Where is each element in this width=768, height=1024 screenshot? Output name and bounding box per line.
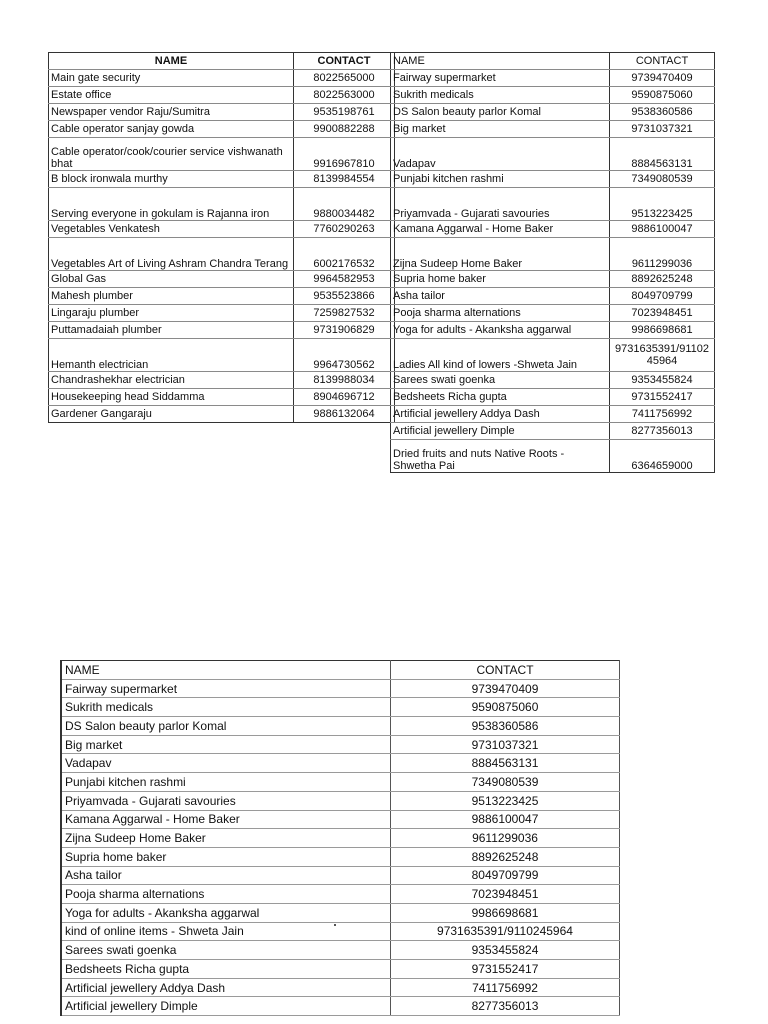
name-cell: Sarees swati goenka [61,941,391,960]
contact-cell: 7349080539 [391,773,620,792]
name-cell: Dried fruits and nuts Native Roots - Shwetha Pai [391,440,610,473]
name-cell: Punjabi kitchen rashmi [61,773,391,792]
table-row [61,978,620,997]
table-row [49,188,395,221]
table-header-row [61,661,620,680]
table-row [49,121,395,138]
table-row [61,754,620,773]
contacts-table-right [390,52,715,473]
table-row [391,372,715,389]
contact-cell: 9731037321 [610,121,715,138]
name-cell: Global Gas [49,271,294,288]
name-cell: Bedsheets Richa gupta [61,960,391,979]
table-row [391,70,715,87]
name-cell: Supria home baker [391,271,610,288]
contact-cell: 8022563000 [294,87,395,104]
table-row [49,87,395,104]
contact-cell: 9731635391/91102 45964 [610,339,715,372]
table-row [49,104,395,121]
contact-cell: 9886100047 [610,221,715,238]
table-row [61,960,620,979]
contact-cell: 8904696712 [294,389,395,406]
contact-cell: 8277356013 [391,997,620,1016]
contact-cell: 9886132064 [294,406,395,423]
table-row [391,104,715,121]
table-row [49,221,395,238]
name-cell: DS Salon beauty parlor Komal [391,104,610,121]
table-header-row [391,53,715,70]
table-row [49,322,395,339]
contact-cell: 9880034482 [294,188,395,221]
table-row [61,735,620,754]
table-row [49,288,395,305]
contact-cell: 7411756992 [610,406,715,423]
contact-cell: 9900882288 [294,121,395,138]
contact-cell: 9353455824 [391,941,620,960]
contact-cell: 9611299036 [391,829,620,848]
contact-cell: 9513223425 [610,188,715,221]
contact-cell: 9535523866 [294,288,395,305]
name-cell: Kamana Aggarwal - Home Baker [391,221,610,238]
name-cell: Ladies All kind of lowers -Shweta Jain [391,339,610,372]
table-row [391,171,715,188]
name-cell: Artificial jewellery Addya Dash [61,978,391,997]
name-cell: Artificial jewellery Dimple [391,423,610,440]
table-row [49,238,395,271]
name-cell: Priyamvada - Gujarati savouries [61,791,391,810]
table-row [61,698,620,717]
name-cell: Housekeeping head Siddamma [49,389,294,406]
name-cell: Mahesh plumber [49,288,294,305]
table-row [61,679,620,698]
table-row [61,773,620,792]
name-cell: Asha tailor [391,288,610,305]
table-row [49,372,395,389]
contact-cell: 7023948451 [391,885,620,904]
name-column-header: NAME [61,661,391,680]
table-row [61,791,620,810]
contact-cell: 9731037321 [391,735,620,754]
table-row [61,810,620,829]
name-column-header: NAME [49,53,294,70]
table-row [391,322,715,339]
name-cell: Kamana Aggarwal - Home Baker [61,810,391,829]
contacts-table-left [48,52,395,423]
table-row [61,885,620,904]
name-cell: Artificial jewellery Dimple [61,997,391,1016]
table-row [391,87,715,104]
table-row [391,440,715,473]
table-row [49,138,395,171]
name-cell: Gardener Gangaraju [49,406,294,423]
name-cell: Artificial jewellery Addya Dash [391,406,610,423]
contact-cell: 8277356013 [610,423,715,440]
contact-cell: 9986698681 [391,903,620,922]
name-cell: Sukrith medicals [391,87,610,104]
name-cell: DS Salon beauty parlor Komal [61,717,391,736]
table-row [61,997,620,1016]
name-cell: Puttamadaiah plumber [49,322,294,339]
table-header-row [49,53,395,70]
table-row [61,941,620,960]
contact-cell: 7411756992 [391,978,620,997]
contact-cell: 9590875060 [391,698,620,717]
stray-mark [334,924,336,926]
table-row [49,271,395,288]
contact-cell: 8049709799 [391,866,620,885]
name-cell: kind of online items - Shweta Jain [61,922,391,941]
name-cell: Cable operator sanjay gowda [49,121,294,138]
table-row [61,922,620,941]
table-row [391,271,715,288]
name-cell: Big market [61,735,391,754]
contact-cell: 6364659000 [610,440,715,473]
name-cell: Vegetables Art of Living Ashram Chandra Terang [49,238,294,271]
table-row [49,339,395,372]
contact-cell: 9535198761 [294,104,395,121]
name-cell: Chandrashekhar electrician [49,372,294,389]
name-cell: Hemanth electrician [49,339,294,372]
name-column-header: NAME [391,53,610,70]
name-cell: Fairway supermarket [391,70,610,87]
name-cell: Estate office [49,87,294,104]
name-cell: Lingaraju plumber [49,305,294,322]
name-cell: Serving everyone in gokulam is Rajanna iron [49,188,294,221]
table-row [391,221,715,238]
contact-cell: 9731552417 [610,389,715,406]
name-cell: Vadapav [61,754,391,773]
name-cell: Sukrith medicals [61,698,391,717]
table-row [49,406,395,423]
contact-column-header: CONTACT [294,53,395,70]
table-row [61,717,620,736]
contact-cell: 8139984554 [294,171,395,188]
contact-cell: 9538360586 [391,717,620,736]
contact-cell: 9886100047 [391,810,620,829]
table-row [49,389,395,406]
table-row [391,138,715,171]
table-row [49,70,395,87]
contact-cell: 8892625248 [391,847,620,866]
name-cell: Supria home baker [61,847,391,866]
contact-cell: 9513223425 [391,791,620,810]
contact-cell: 9986698681 [610,322,715,339]
name-cell: Pooja sharma alternations [61,885,391,904]
contact-cell: 8049709799 [610,288,715,305]
name-cell: Priyamvada - Gujarati savouries [391,188,610,221]
contact-cell: 7760290263 [294,221,395,238]
contact-cell: 7259827532 [294,305,395,322]
table-row [391,188,715,221]
contact-cell: 9916967810 [294,138,395,171]
contact-cell: 9739470409 [391,679,620,698]
contact-cell: 8139988034 [294,372,395,389]
table-row [391,288,715,305]
contact-cell: 9964582953 [294,271,395,288]
table-row [391,406,715,423]
name-cell: Bedsheets Richa gupta [391,389,610,406]
contact-cell: 9538360586 [610,104,715,121]
contact-cell: 9590875060 [610,87,715,104]
name-cell: Big market [391,121,610,138]
contact-cell: 9731552417 [391,960,620,979]
name-cell: Vegetables Venkatesh [49,221,294,238]
table-row [61,866,620,885]
name-cell: Asha tailor [61,866,391,885]
table-row [391,423,715,440]
contact-cell: 6002176532 [294,238,395,271]
name-cell: Punjabi kitchen rashmi [391,171,610,188]
name-cell: Pooja sharma alternations [391,305,610,322]
contact-cell: 9731635391/9110245964 [391,922,620,941]
table-row [61,847,620,866]
table-row [61,829,620,848]
contact-cell: 7023948451 [610,305,715,322]
name-cell: Zijna Sudeep Home Baker [61,829,391,848]
contact-cell: 8884563131 [610,138,715,171]
table-row [49,305,395,322]
contact-cell: 8022565000 [294,70,395,87]
contact-cell: 9611299036 [610,238,715,271]
name-cell: Fairway supermarket [61,679,391,698]
name-cell: Yoga for adults - Akanksha aggarwal [391,322,610,339]
contact-cell: 9739470409 [610,70,715,87]
contact-cell: 9964730562 [294,339,395,372]
name-cell: Cable operator/cook/courier service vishwanath bhat [49,138,294,171]
contact-cell: 8884563131 [391,754,620,773]
table-row [49,171,395,188]
contact-cell: 8892625248 [610,271,715,288]
name-cell: Sarees swati goenka [391,372,610,389]
contact-cell: 9353455824 [610,372,715,389]
name-cell: Yoga for adults - Akanksha aggarwal [61,903,391,922]
contact-cell: 9731906829 [294,322,395,339]
name-cell: Vadapav [391,138,610,171]
contacts-table-bottom [60,660,620,1016]
table-row [391,305,715,322]
name-cell: Zijna Sudeep Home Baker [391,238,610,271]
table-row [391,339,715,372]
contact-column-header: CONTACT [391,661,620,680]
table-row [391,389,715,406]
table-row [391,238,715,271]
table-row [61,903,620,922]
table-row [391,121,715,138]
contact-column-header: CONTACT [610,53,715,70]
name-cell: B block ironwala murthy [49,171,294,188]
name-cell: Main gate security [49,70,294,87]
name-cell: Newspaper vendor Raju/Sumitra [49,104,294,121]
contact-cell: 7349080539 [610,171,715,188]
